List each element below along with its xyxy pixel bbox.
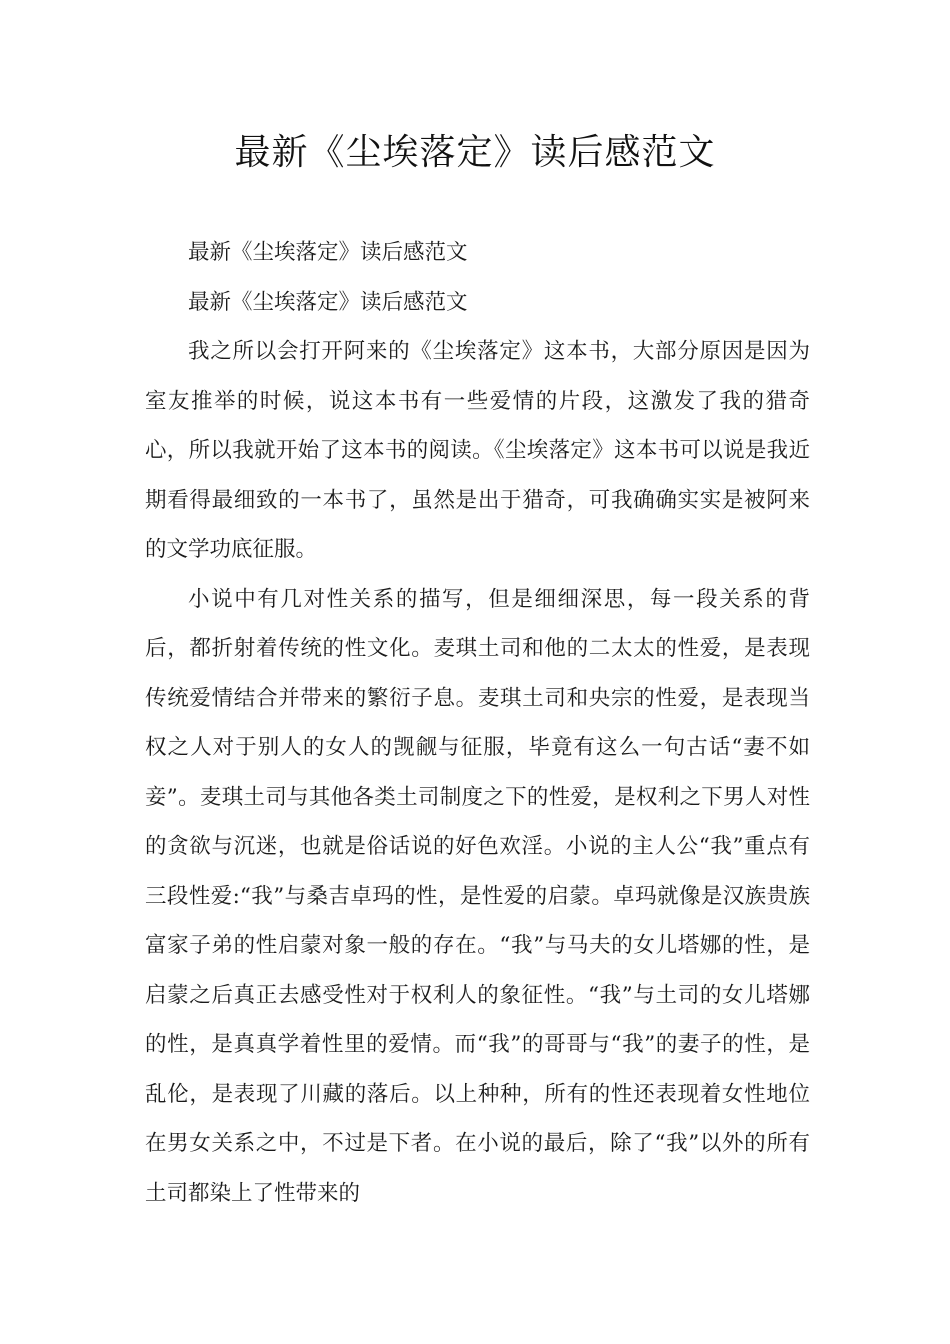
paragraph: 小说中有几对性关系的描写，但是细细深思，每一段关系的背后，都折射着传统的性文化。麦琪土司和他的二太太的性爱，是表现传统爱情结合并带来的繁衍子息。麦琪土司和央宗的性爱，是表现当权之人对于别人的女人的觊觎与征服，毕竟有这么一句古话“妻不如妾”。麦琪土司与其他各类土司制度之下的性爱，是权利之下男人对性的贪欲与沉迷，也就是俗话说的好色欢淫。小说的主人公“我”重点有三段性爱:“我”与桑吉卓玛的性，是性爱的启蒙。卓玛就像是汉族贵族富家子弟的性启蒙对象一般的存在。“我”与马夫的女儿塔娜的性，是启蒙之后真正去感受性对于权利人的象征性。“我”与土司的女儿塔娜的性，是真真学着性里的爱情。而“我”的哥哥与“我”的妻子的性，是乱伦，是表现了川藏的落后。以上种种，所有的性还表现着女性地位在男女关系之中，不过是下者。在小说的最后，除了“我”以外的所有土司都染上了性带来的 xyxy=(145,586,810,1206)
document-body xyxy=(145,228,810,1218)
paragraph: 最新《尘埃落定》读后感范文 xyxy=(188,240,468,265)
paragraph: 我之所以会打开阿来的《尘埃落定》这本书，大部分原因是因为室友推举的时候，说这本书有一些爱情的片段，这激发了我的猎奇心，所以我就开始了这本书的阅读。《尘埃落定》这本书可以说是我近期看得最细致的一本书了，虽然是出于猎奇，可我确确实实是被阿来的文学功底征服。 xyxy=(145,339,810,562)
document-title: 最新《尘埃落定》读后感范文 xyxy=(234,132,716,173)
paragraph: 最新《尘埃落定》读后感范文 xyxy=(188,289,468,315)
